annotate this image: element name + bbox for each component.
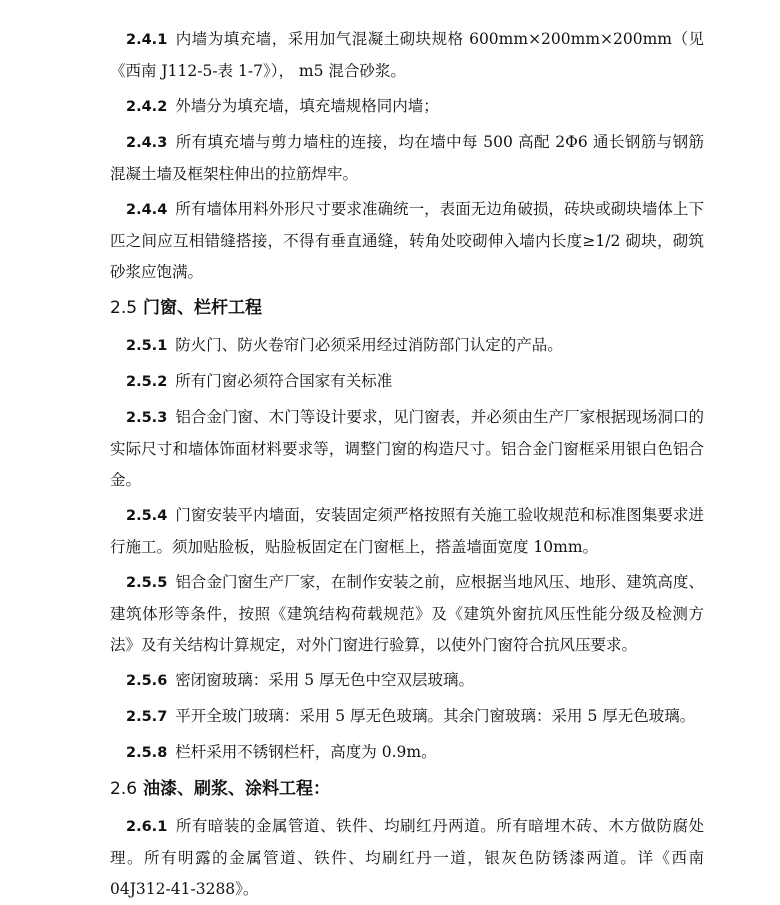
section-title: 油漆、刷浆、涂料工程：	[143, 779, 331, 799]
clause-number: 2.6.1	[126, 819, 168, 835]
clause-text: 内墙为填充墙，采用加气混凝土砌块规格 600mm×200mm×200mm（见《西南 J112-5-表 1-7》）， m5 混合砂浆。	[110, 30, 704, 80]
clause-text: 所有暗装的金属管道、铁件、均刷红丹两道。所有暗埋木砖、木方做防腐处理。所有明露的金属管道、铁件、均刷红丹一道，银灰色防锈漆两道。详《西南 04J312-41-3288》。	[110, 817, 704, 898]
clause-text: 所有墙体用料外形尺寸要求准确统一，表面无边角破损，砖块或砌块墙体上下匹之间应互相错缝搭接，不得有垂直通缝，转角处咬砌伸入墙内长度≥1/2 砌块，砌筑砂浆应饱满。	[110, 200, 704, 281]
clause-2-5-2	[110, 366, 704, 398]
clause-number: 2.5.1	[126, 338, 168, 354]
section-title: 门窗、栏杆工程	[143, 298, 263, 318]
clause-text: 栏杆采用不锈钢栏杆，高度为 0.9m。	[175, 743, 437, 761]
clause-number: 2.5.3	[126, 410, 168, 426]
clause-2-6-1	[110, 811, 704, 905]
clause-2-4-4	[110, 194, 704, 288]
clause-2-4-2	[110, 91, 704, 123]
section-heading-2-6	[110, 773, 704, 805]
clause-2-5-1	[110, 330, 704, 362]
section-number: 2.6	[110, 779, 138, 799]
clause-number: 2.4.3	[126, 135, 168, 151]
clause-number: 2.5.6	[126, 673, 168, 689]
clause-text: 密闭窗玻璃：采用 5 厚无色中空双层玻璃。	[175, 671, 475, 689]
clause-number: 2.4.4	[126, 202, 168, 218]
clause-2-5-5	[110, 567, 704, 661]
clause-text: 防火门、防火卷帘门必须采用经过消防部门认定的产品。	[175, 336, 563, 354]
clause-text: 铝合金门窗、木门等设计要求，见门窗表，并必须由生产厂家根据现场洞口的实际尺寸和墙体饰面材料要求等，调整门窗的构造尺寸。铝合金门窗框采用银白色铝合金。	[110, 408, 704, 489]
clause-text: 门窗安装平内墙面，安装固定须严格按照有关施工验收规范和标准图集要求进行施工。须加贴脸板，贴脸板固定在门窗框上，搭盖墙面宽度 10mm。	[110, 506, 704, 556]
section-heading-2-5	[110, 292, 704, 324]
clause-number: 2.4.2	[126, 99, 168, 115]
clause-2-4-3	[110, 127, 704, 190]
clause-text: 铝合金门窗生产厂家，在制作安装之前，应根据当地风压、地形、建筑高度、建筑体形等条件，按照《建筑结构荷载规范》及《建筑外窗抗风压性能分级及检测方法》及有关结构计算规定，对外门窗进行验算，以使外门窗符合抗风压要求。	[110, 573, 704, 654]
clause-2-5-4	[110, 500, 704, 563]
clause-2-5-8	[110, 737, 704, 769]
clause-number: 2.5.8	[126, 745, 168, 761]
clause-number: 2.5.5	[126, 575, 168, 591]
clause-text: 平开全玻门玻璃：采用 5 厚无色玻璃。其余门窗玻璃：采用 5 厚无色玻璃。	[175, 707, 696, 725]
clause-2-5-6	[110, 665, 704, 697]
clause-number: 2.5.4	[126, 508, 168, 524]
clause-number: 2.5.7	[126, 709, 168, 725]
clause-number: 2.5.2	[126, 374, 168, 390]
clause-text: 所有填充墙与剪力墙柱的连接，均在墙中每 500 高配 2Φ6 通长钢筋与钢筋混凝土墙及框架柱伸出的拉筋焊牢。	[110, 133, 704, 183]
clause-2-5-3	[110, 402, 704, 496]
clause-text: 所有门窗必须符合国家有关标准	[175, 372, 393, 390]
clause-number: 2.4.1	[126, 32, 168, 48]
clause-2-4-1	[110, 24, 704, 87]
clause-text: 外墙分为填充墙，填充墙规格同内墙；	[175, 97, 439, 115]
clause-2-5-7	[110, 701, 704, 733]
section-number: 2.5	[110, 298, 138, 318]
